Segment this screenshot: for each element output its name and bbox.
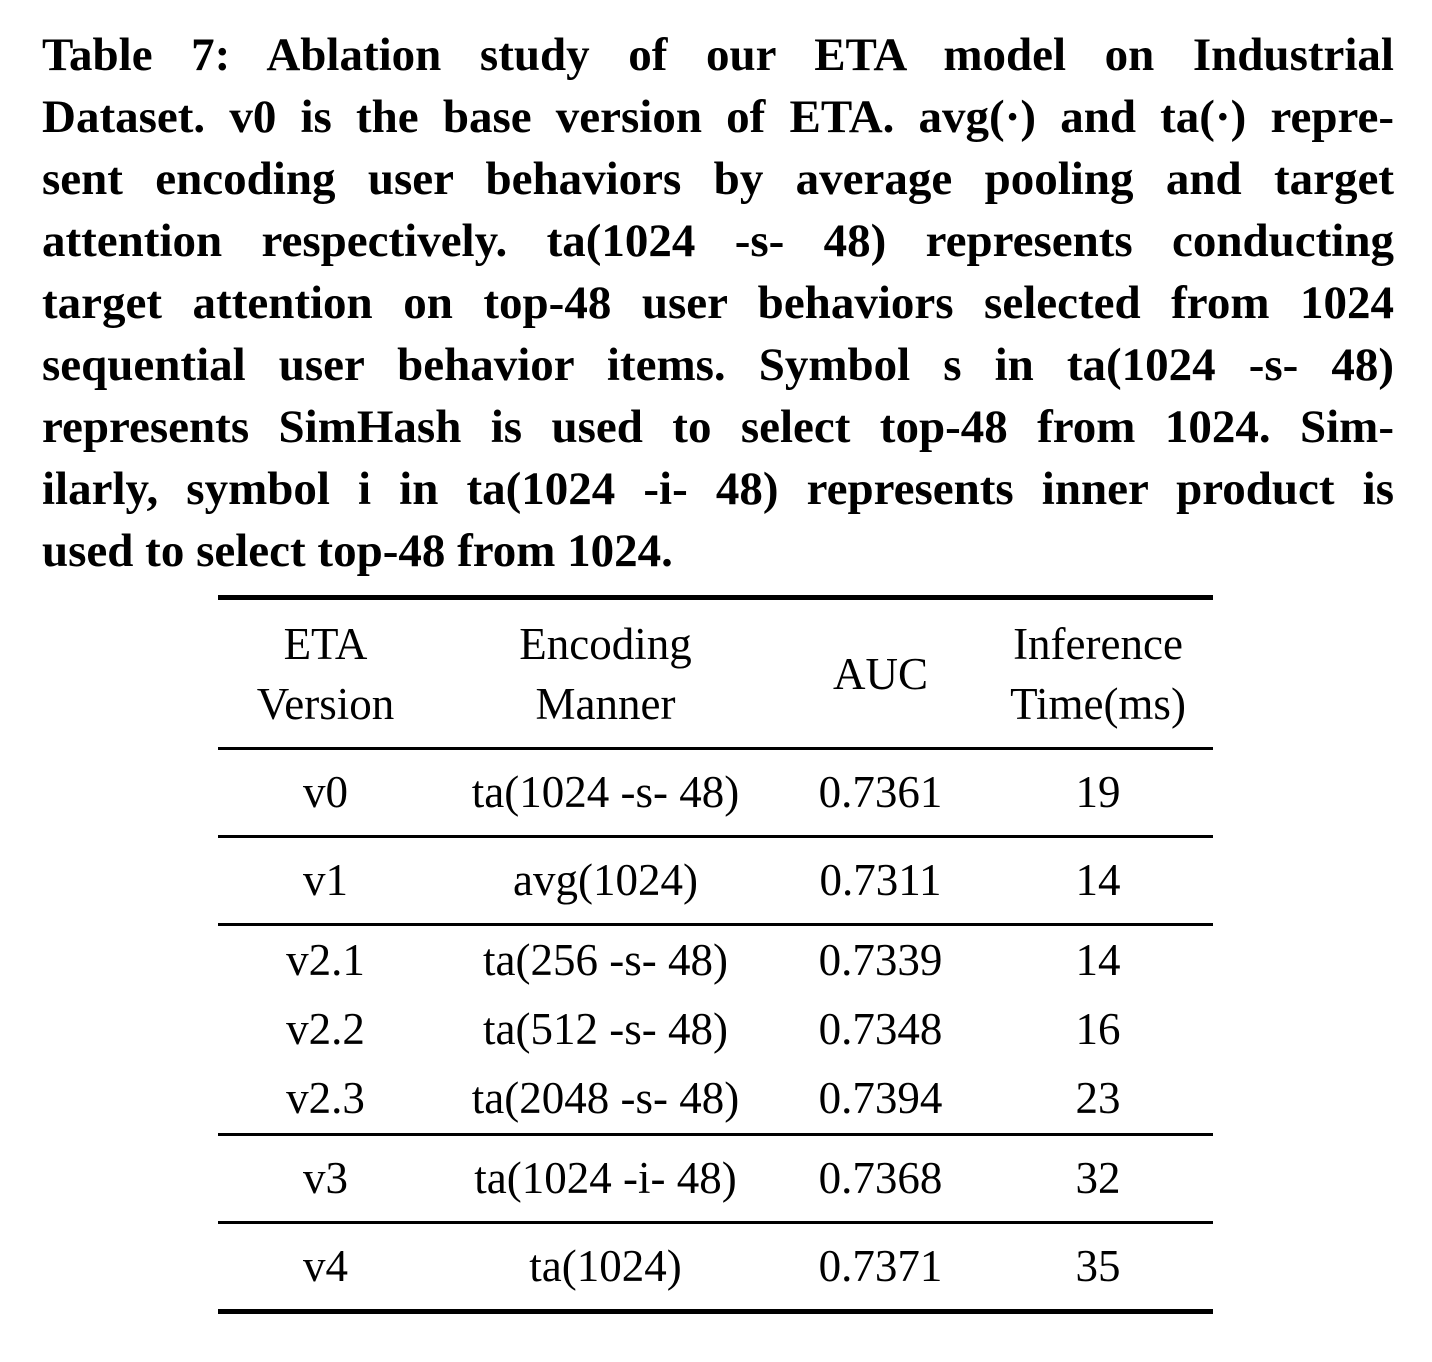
- encoding-manner-cell: avg(1024): [513, 855, 698, 906]
- inference-time-cell: 14: [1075, 935, 1121, 986]
- eta-version-cell: v0: [303, 767, 348, 818]
- header-inference-time-line1: Inference: [1013, 618, 1183, 669]
- encoding-manner-cell: ta(1024): [529, 1241, 682, 1292]
- inference-time-cell: 14: [1075, 855, 1121, 906]
- eta-version-cell: v2.2: [286, 1004, 365, 1055]
- table-row: [218, 1064, 1213, 1133]
- table-row: [218, 1136, 1213, 1221]
- caption-line: target attention on top-48 user behaviors selected from 1024: [42, 277, 1394, 329]
- caption-line: used to select top-48 from 1024.: [42, 525, 673, 577]
- eta-version-cell: v2.3: [286, 1073, 365, 1124]
- eta-version-cell: v4: [303, 1241, 348, 1292]
- auc-cell: 0.7348: [818, 1004, 943, 1055]
- inference-time-cell: 16: [1075, 1004, 1121, 1055]
- inference-time-cell: 23: [1075, 1073, 1121, 1124]
- auc-cell: 0.7371: [818, 1241, 943, 1292]
- caption-line: Table 7: Ablation study of our ETA model on Industrial: [42, 29, 1394, 81]
- table-rule-bottom: [218, 1309, 1213, 1314]
- inference-time-cell: 19: [1075, 767, 1121, 818]
- auc-cell: 0.7394: [818, 1073, 943, 1124]
- header-eta-version: [218, 614, 433, 734]
- caption-line: attention respectively. ta(1024 -s- 48) represents conducting: [42, 215, 1394, 267]
- auc-cell: 0.7368: [818, 1153, 943, 1204]
- inference-time-cell: 35: [1075, 1241, 1121, 1292]
- caption-line: sequential user behavior items. Symbol s in ta(1024 -s- 48): [42, 339, 1394, 391]
- caption-line: ilarly, symbol i in ta(1024 -i- 48) represents inner product is: [42, 463, 1394, 515]
- table-row: [218, 750, 1213, 835]
- header-encoding-manner-line1: Encoding: [519, 618, 692, 669]
- table-row: [218, 995, 1213, 1064]
- table-row: [218, 1224, 1213, 1309]
- auc-cell: 0.7339: [818, 935, 943, 986]
- encoding-manner-cell: ta(1024 -i- 48): [474, 1153, 737, 1204]
- header-auc: AUC: [832, 648, 928, 699]
- table-row: [218, 926, 1213, 995]
- eta-version-cell: v1: [303, 855, 348, 906]
- eta-version-cell: v3: [303, 1153, 348, 1204]
- caption-line: sent encoding user behaviors by average pooling and target: [42, 153, 1394, 205]
- encoding-manner-cell: ta(2048 -s- 48): [471, 1073, 740, 1124]
- encoding-manner-cell: ta(512 -s- 48): [483, 1004, 728, 1055]
- inference-time-cell: 32: [1075, 1153, 1121, 1204]
- table-row: [218, 838, 1213, 923]
- table-caption: [42, 24, 1394, 582]
- caption-line: Dataset. v0 is the base version of ETA. avg(·) and ta(·) repre-: [42, 91, 1394, 143]
- encoding-manner-cell: ta(1024 -s- 48): [471, 767, 740, 818]
- caption-line: represents SimHash is used to select top-48 from 1024. Sim-: [42, 401, 1394, 453]
- auc-cell: 0.7311: [819, 855, 942, 906]
- table-header-row: [218, 600, 1213, 747]
- eta-version-cell: v2.1: [286, 935, 365, 986]
- header-eta-version-line1: ETA: [283, 618, 368, 669]
- encoding-manner-cell: ta(256 -s- 48): [483, 935, 728, 986]
- header-inference-time-line2: Time(ms): [1010, 678, 1186, 729]
- header-inference-time: [983, 614, 1213, 734]
- auc-cell: 0.7361: [818, 767, 943, 818]
- header-eta-version-line2: Version: [256, 678, 395, 729]
- ablation-table: [218, 595, 1213, 1314]
- header-encoding-manner-line2: Manner: [535, 678, 676, 729]
- header-encoding-manner: [433, 614, 778, 734]
